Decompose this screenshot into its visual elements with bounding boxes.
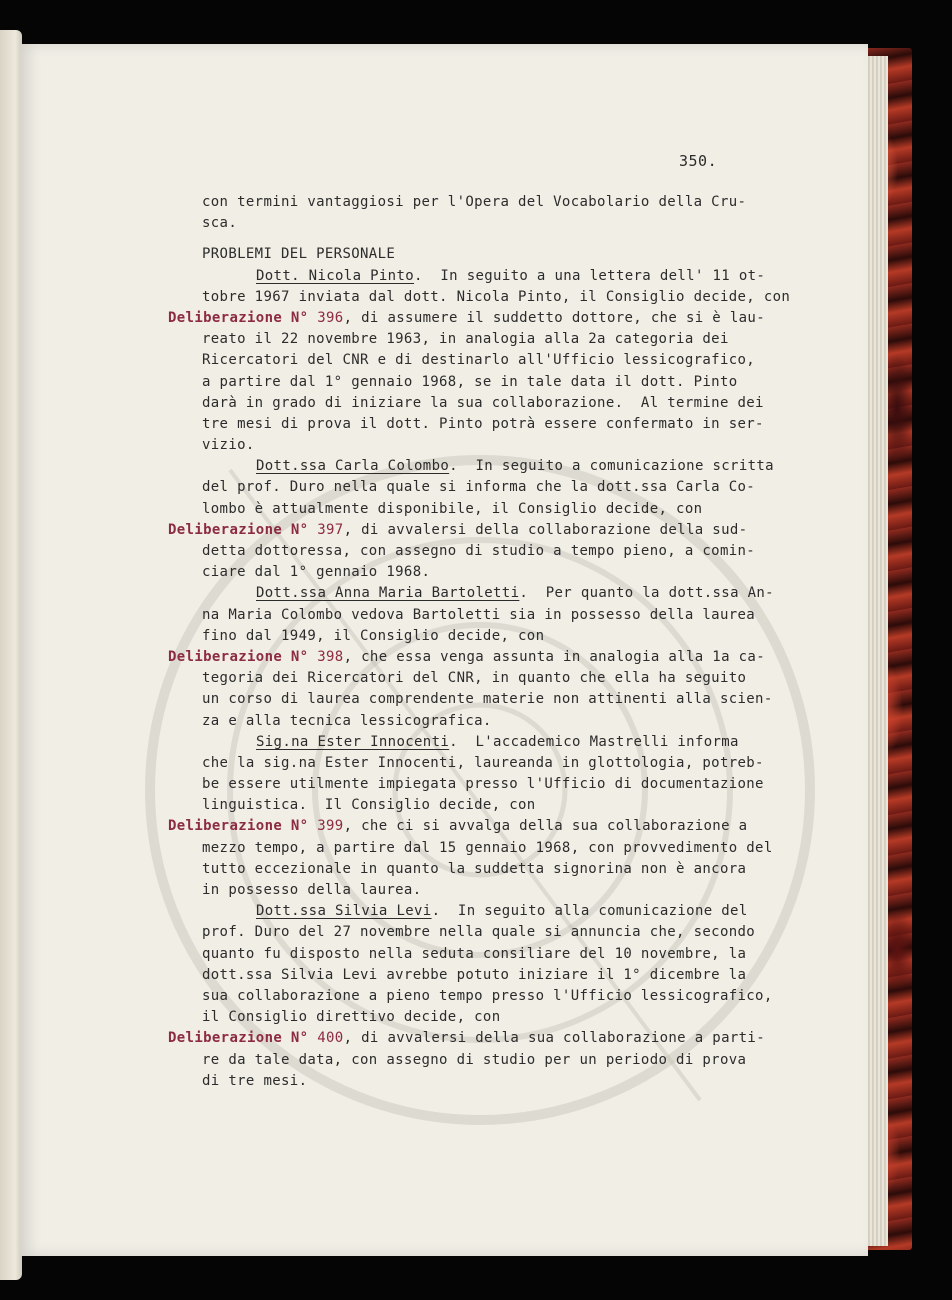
text-run: tegoria dei Ricercatori del CNR, in quanto che ella ha seguito [202, 670, 747, 687]
page-number: 350. [679, 152, 718, 170]
text-run: dott.ssa Silvia Levi avrebbe potuto iniziare il 1° dicembre la [202, 966, 747, 983]
text-line [168, 192, 808, 213]
person-heading: Dott. Nicola Pinto [256, 267, 415, 284]
text-line [168, 668, 808, 689]
text-line [168, 372, 808, 393]
text-run: , di avvalersi della collaborazione della sud- [343, 521, 748, 538]
text-run: fino dal 1949, il Consiglio decide, con [202, 627, 545, 644]
text-line [168, 1071, 808, 1092]
deliberation-number: 398 [308, 648, 344, 665]
person-heading: Dott.ssa Silvia Levi [256, 903, 432, 920]
text-line [168, 626, 808, 647]
text-line [168, 944, 808, 965]
text-run: tobre 1967 inviata dal dott. Nicola Pinto, il Consiglio decide, con [202, 288, 791, 305]
text-run: in possesso della laurea. [202, 882, 422, 898]
text-line [168, 689, 808, 710]
text-run: mezzo tempo, a partire dal 15 gennaio 1968, con provvedimento del [202, 839, 773, 856]
deliberation-label: Deliberazione N° [168, 818, 309, 835]
text-line [168, 435, 808, 456]
text-run: detta dottoressa, con assegno di studio a tempo pieno, a comin- [202, 543, 756, 559]
text-run: prof. Duro del 27 novembre nella quale si annuncia che, secondo [202, 924, 756, 941]
text-run: . In seguito a comunicazione scritta [449, 458, 774, 475]
text-run: il Consiglio direttivo decide, con [202, 1009, 501, 1026]
text-line [168, 329, 808, 350]
text-run: , che ci si avvalga della sua collaborazione a [343, 818, 748, 835]
text-line [168, 456, 808, 477]
text-run: . In seguito alla comunicazione del [431, 903, 748, 920]
text-line [168, 816, 808, 837]
text-line [168, 922, 808, 943]
text-line [168, 520, 808, 541]
deliberation-number: 397 [308, 521, 344, 538]
person-heading: Dott.ssa Carla Colombo [256, 458, 450, 475]
text-run: PROBLEMI DEL PERSONALE [202, 246, 396, 263]
text-run: di tre mesi. [202, 1072, 308, 1089]
text-line [168, 774, 808, 795]
text-run: tre mesi di prova il dott. Pinto potrà essere confermato in ser- [202, 415, 764, 432]
text-line [168, 244, 808, 265]
text-run: linguistica. Il Consiglio decide, con [202, 797, 536, 814]
text-run: reato il 22 novembre 1963, in analogia alla 2a categoria dei [202, 331, 729, 348]
text-run: . L'accademico Mastrelli informa [449, 733, 739, 750]
deliberation-label: Deliberazione N° [168, 648, 309, 665]
text-run: , di assumere il suddetto dottore, che si è lau- [343, 309, 765, 326]
text-run: sca. [202, 215, 238, 232]
text-line [168, 266, 808, 287]
text-line [168, 986, 808, 1007]
text-run: re da tale data, con assegno di studio per un periodo di prova [202, 1051, 747, 1068]
text-run: . In seguito a una lettera dell' 11 ot- [414, 267, 766, 284]
text-line [168, 647, 808, 668]
text-line [168, 711, 808, 732]
text-run: , che essa venga assunta in analogia alla 1a ca- [343, 648, 765, 665]
text-line [168, 562, 808, 583]
text-line [168, 1007, 808, 1028]
text-line [168, 880, 808, 901]
deliberation-label: Deliberazione N° [168, 1030, 309, 1047]
text-run: a partire dal 1° gennaio 1968, se in tale data il dott. Pinto [202, 373, 738, 390]
text-run: za e alla tecnica lessicografica. [202, 712, 492, 729]
person-heading: Dott.ssa Anna Maria Bartoletti [256, 585, 520, 602]
text-line [168, 541, 808, 562]
text-line [168, 1050, 808, 1071]
text-line [168, 753, 808, 774]
text-line [168, 965, 808, 986]
deliberation-label: Deliberazione N° [168, 309, 309, 326]
text-line [168, 732, 808, 753]
text-line [168, 414, 808, 435]
deliberation-number: 396 [308, 309, 344, 326]
text-run: Ricercatori del CNR e di destinarlo all'Ufficio lessicografico, [202, 352, 756, 369]
text-run: . Per quanto la dott.ssa An- [519, 585, 774, 602]
text-run: con termini vantaggiosi per l'Opera del Vocabolario della Cru- [202, 194, 747, 210]
text-run: , di avvalersi della sua collaborazione a parti- [343, 1030, 765, 1047]
text-line [168, 605, 808, 626]
text-line [168, 477, 808, 498]
text-run: darà in grado di iniziare la sua collaborazione. Al termine dei [202, 394, 764, 411]
deliberation-number: 399 [308, 818, 344, 835]
text-line [168, 393, 808, 414]
deliberation-number: 400 [308, 1030, 344, 1047]
left-page-edge [0, 30, 22, 1280]
text-run: vizio. [202, 437, 255, 454]
text-run: lombo è attualmente disponibile, il Consiglio decide, con [202, 500, 703, 517]
text-run: del prof. Duro nella quale si informa che la dott.ssa Carla Co- [202, 479, 756, 496]
text-line [168, 838, 808, 859]
text-run: che la sig.na Ester Innocenti, laureanda in glottologia, potreb- [202, 754, 764, 771]
deliberation-label: Deliberazione N° [168, 521, 309, 538]
text-run: na Maria Colombo vedova Bartoletti sia in possesso della laurea [202, 606, 756, 623]
text-run: un corso di laurea comprendente materie non attinenti alla scien- [202, 691, 773, 708]
text-line [168, 901, 808, 922]
text-run: be essere utilmente impiegata presso l'Ufficio di documentazione [202, 776, 764, 793]
text-line [168, 583, 808, 604]
text-line [168, 213, 808, 234]
text-line [168, 308, 808, 329]
person-heading: Sig.na Ester Innocenti [256, 733, 450, 750]
paragraph-gap [168, 234, 808, 244]
text-line [168, 795, 808, 816]
text-line [168, 859, 808, 880]
text-line [168, 287, 808, 308]
text-run: quanto fu disposto nella seduta consiliare del 10 novembre, la [202, 945, 747, 962]
text-line [168, 350, 808, 371]
text-line [168, 1028, 808, 1049]
document-text [168, 192, 808, 1092]
text-run: tutto eccezionale in quanto la suddetta signorina non è ancora [202, 860, 747, 877]
text-run: ciare dal 1° gennaio 1968. [202, 564, 431, 581]
text-run: sua collaborazione a pieno tempo presso l'Ufficio lessicografico, [202, 987, 773, 1004]
text-line [168, 499, 808, 520]
